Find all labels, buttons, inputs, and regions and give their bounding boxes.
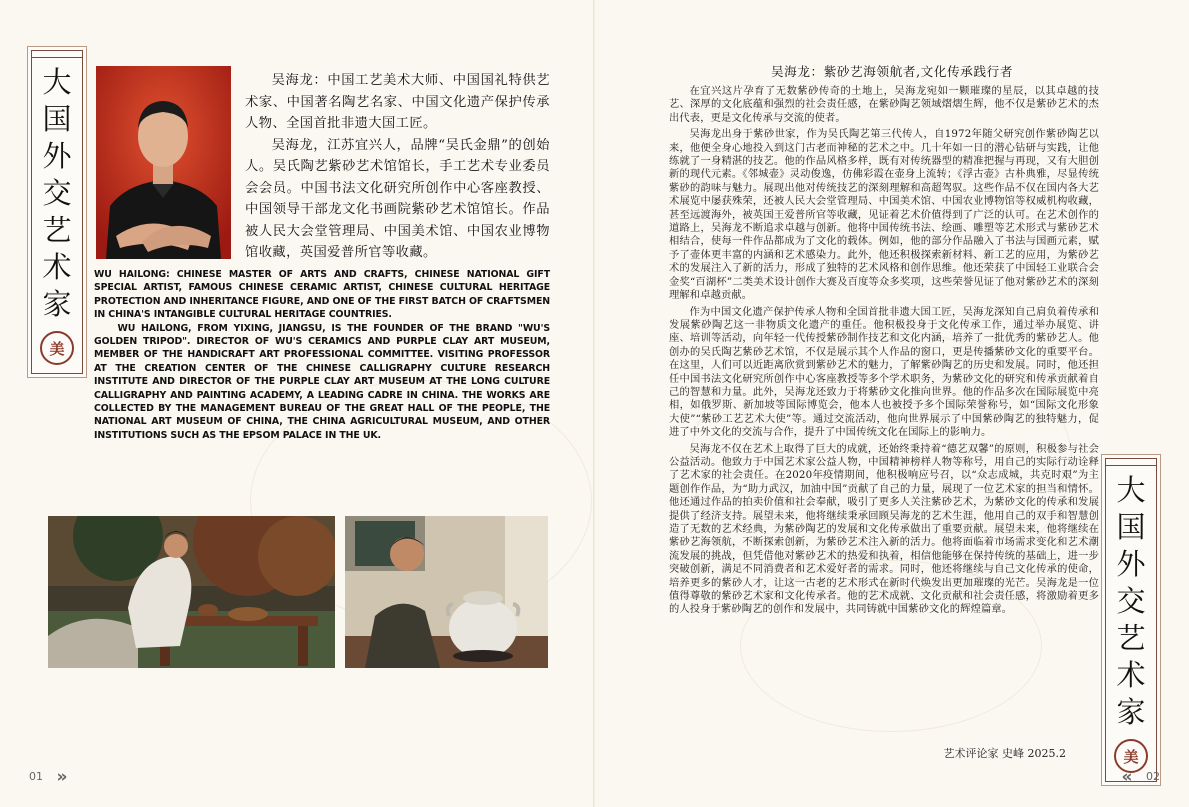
page-number-right: « 02: [1121, 767, 1160, 787]
previous-arrow-icon: «: [1121, 767, 1133, 787]
artist-carving-teapot-image: [345, 516, 548, 668]
article-title: 吴海龙：紫砂艺海领航者,文化传承践行者: [770, 64, 1014, 79]
side-title: 大 国 外 交 艺 术 家: [1116, 473, 1146, 729]
bio-paragraph-en: WU HAILONG, FROM YIXING, JIANGSU, IS THE FOUNDER OF THE BRAND "WU'S GOLDEN TRIPOD". DIRECTOR OF WU'S CERAMICS AND PURPLE CLAY ART MUSEUM, MEMBER OF THE HANDICRAFT ART PROFESSIONAL COMMITTEE. VISITING PROFESSOR AT THE CREATION CENTER OF THE CHINESE CALLIGRAPHY CULTURE RESEARCH INSTITUTE AND DIRECTOR OF THE PURPLE CLAY ART MUSEUM AT THE LONG CULTURE CALLIGRAPHY AND PAINTING ACADEMY, A LEADING CADRE IN CHINA. THE WORKS ARE COLLECTED BY THE MANAGEMENT BUREAU OF THE GREAT HALL OF THE PEOPLE, THE NATIONAL ART MUSEUM OF CHINA, THE CHINA AGRICULTURAL MUSEUM, AND OTHER INSTITUTIONS SUCH AS THE EPSOM PALACE IN THE UK.: [94, 322, 550, 441]
workshop-photo: [48, 516, 335, 668]
chinese-biography: [245, 70, 550, 264]
article-body: [669, 85, 1099, 620]
bio-paragraph-en: WU HAILONG: CHINESE MASTER OF ARTS AND CRAFTS, CHINESE NATIONAL GIFT SPECIAL ARTIST, FAMOUS CHINESE CERAMIC ARTIST, CHINESE CULTURAL HERITAGE PROTECTION AND INHERITANCE FIGURE, AND ONE OF THE FIRST BATCH OF CRAFTSMEN IN CHINA'S INTANGIBLE CULTURAL HERITAGE COUNTRIES.: [94, 269, 550, 321]
article-byline: 艺术评论家 史峰 2025.2: [943, 747, 1066, 760]
page-number-left: 01 »: [29, 767, 68, 787]
bio-paragraph: 吴海龙：中国工艺美术大师、中国国礼特供艺术家、中国著名陶艺名家、中国文化遗产保护传承人物、全国首批非遗大国工匠。: [245, 73, 550, 131]
portrait-photo: [96, 66, 231, 259]
side-title-tag: [1105, 458, 1157, 782]
article-paragraph: 作为中国文化遗产保护传承人物和全国首批非遗大国工匠，吴海龙深知自己肩负着传承和发展紫砂陶艺这一非物质文化遗产的重任。他积极投身于文化传承工作，通过举办展览、讲座、培训等活动，向年轻一代传授紫砂制作技艺和文化内涵，培养了一批优秀的紫砂艺人。他创办的吴氏陶艺紫砂艺术馆，不仅是展示其个人作品的窗口，更是传播紫砂文化的重要平台。在这里，人们可以近距离欣赏到紫砂艺术的魅力，了解紫砂陶艺的历史和发展。同时，他还担任中国书法文化研究所创作中心客座教授等多个学术职务，为紫砂文化的研究和传承贡献着自己的智慧和力量。此外，吴海龙还致力于将紫砂文化推向世界。他的作品多次在国际展览中亮相，如俄罗斯、新加坡等国际博览会，他本人也被授予多个国际荣誉称号，如“国际文化形象大使”“紫砂工艺艺术大使”等。通过交流活动，他向世界展示了中国紫砂陶艺的独特魅力，促进了中外文化的交流与合作，提升了中国传统文化在国际上的影响力。: [669, 305, 1099, 439]
article-paragraph: 在宜兴这片孕育了无数紫砂传奇的土地上，吴海龙宛如一颗璀璨的星辰，以其卓越的技艺、深厚的文化底蕴和强烈的社会责任感，在紫砂陶艺领域熠熠生辉，他不仅是紫砂艺术的杰出代表，更是文化传承与交流的使者。: [669, 85, 1099, 124]
article-paragraph: 吴海龙不仅在艺术上取得了巨大的成就，还始终秉持着“德艺双馨”的原则，积极参与社会公益活动。他致力于中国艺术家公益人物，中国精神榜样人物等称号，用自己的实际行动诠释了艺术家的社会责任。在2020年疫情期间，他积极响应号召，以“众志成城，共克时艰”为主题创作作品，为“助力武汉，加油中国”贡献了自己的力量，展现了一位艺术家的担当和情怀。他还通过作品的拍卖价值和社会奉献，吸引了更多人关注紫砂艺术，为紫砂文化的传承和发展提供了经济支持。展望未来，他将继续秉承回顾吴海龙的艺术生涯，他用自己的双手和智慧创造了无数的艺术经典，为紫砂陶艺的发展和文化传承做出了重要贡献。展望未来，他将继续在紫砂艺海领航，不断探索创新，为紫砂艺术注入新的活力。他将面临着市场需求变化和艺术潮流发展的挑战，但凭借他对紫砂艺术的热爱和执着，相信他能够在保持传统的基础上，进一步突破创新，满足不同消费者和艺术爱好者的需求。同时，他还将继续与自己文化传承的使命，培养更多的紫砂人才，让这一古老的艺术形式在新时代焕发出更加璀璨的光芒。吴海龙是一位值得尊敬的紫砂艺术家和文化传承者。他的艺术成就、文化贡献和社会责任感，将激励着更多的人投身于紫砂陶艺的创作和发展中，共同铸就中国紫砂文化的辉煌篇章。: [669, 442, 1099, 616]
seal-emblem-icon: 美: [1114, 739, 1148, 773]
seal-emblem-icon: 美: [40, 331, 74, 365]
side-title-tag: [31, 50, 83, 374]
artist-crafting-outdoor-image: [48, 516, 335, 668]
bio-paragraph: 吴海龙，江苏宜兴人，品牌“吴氏金鼎”的创始人。吴氏陶艺紫砂艺术馆馆长，手工艺术专业委员会会员。中国书法文化研究所创作中心客座教授、中国领导干部龙文化书画院紫砂艺术馆馆长。作品被人民大会堂管理局、中国美术馆、中国农业博物馆收藏，英国爱普所官等收藏。: [245, 137, 550, 260]
article-paragraph: 吴海龙出身于紫砂世家，作为吴氏陶艺第三代传人，自1972年随父研究创作紫砂陶艺以来，他便全身心地投入到这门古老而神秘的艺术之中。几十年如一日的潜心钻研与实践，让他练就了一身精湛的技艺。他的作品风格多样，既有对传统器型的精准把握与再现，又有大胆创新的现代元素。《邻城壶》灵动俊逸，仿佛彩霞在壶身上流转；《浮古壶》古朴典雅，尽显传统紫砂的韵味与魅力。展现出他对传统技艺的深刻理解和高超驾驭。这些作品不仅在国内各大艺术展览中屡获殊荣，还被人民大会堂管理局、中国美术馆、中国农业博物馆等权威机构收藏，甚至远渡海外，被英国王爱普所官等收藏，见证着艺术价值得到了广泛的认可。在艺术创作的道路上，吴海龙不断追求卓越与创新。他将中国传统书法、绘画、雕塑等艺术形式与紫砂艺术相结合，使每一件作品都成为了文化的载体。例如，他的部分作品融入了书法与国画元素，赋予了壶体更丰富的内涵和艺术感染力。此外，他还积极探索新材料、新工艺的应用，为紫砂艺术的发展注入了新的活力，形成了独特的艺术风格和创作思维。他还荣获了中国轻工业联合会金奖“百湖杯”二类美术设计创作大赛及百度等众多奖项，这些荣誉见证了他对紫砂艺术的深刻理解和卓越贡献。: [669, 128, 1099, 302]
side-title: 大 国 外 交 艺 术 家: [42, 65, 72, 321]
portrait-image: [96, 66, 231, 259]
left-page: [0, 0, 594, 807]
english-biography: [94, 268, 550, 442]
next-arrow-icon: »: [56, 767, 68, 787]
studio-photo: [345, 516, 548, 668]
right-page: [595, 0, 1189, 807]
